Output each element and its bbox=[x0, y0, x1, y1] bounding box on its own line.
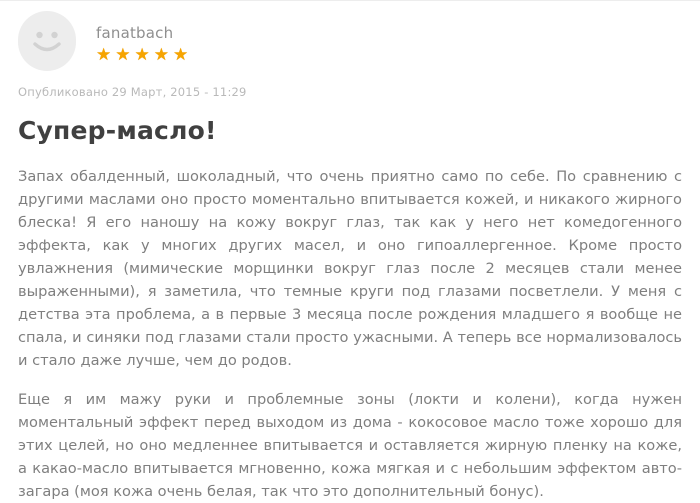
review-paragraph: Еще я им мажу руки и проблемные зоны (локти и колени), когда нужен моментальный эффект перед выходом из дома - кокосовое масло тоже хорошо для этих целей, но оно медленнее впитывается и оставляется жирную пленку на коже, а какао-масло впитывается мгновенно, кожа мягкая и с небольшим эффектом авто-загара (моя кожа очень белая, так что это дополнительный бонус). bbox=[18, 391, 682, 500]
user-avatar[interactable] bbox=[18, 13, 76, 71]
review-title: Супер-масло! bbox=[18, 116, 217, 145]
review-paragraph: Запах обалденный, шоколадный, что очень приятно само по себе. По сравнению с другими маслами оно просто моментально впитывается кожей, и никакого жирного блеска! Я его наношу на кожу вокруг глаз, так как у него нет комедогенного эффекта, как у многих других масел, и оно гипоаллергенное. Кроме просто увлажнения (мимические морщинки вокруг глаз после 2 месяцев стали менее выраженными), я заметила, что темные круги под глазами посветлели. У меня с детства эта проблема, а в первые 3 месяца после рождения младшего я вообще не спала, и синяки под глазами стали просто ужасными. А теперь все нормализовалось и стало даже лучше, чем до родов. bbox=[18, 168, 682, 369]
rating-stars-icon: ★★★★★ bbox=[96, 45, 193, 65]
smiley-face-icon bbox=[18, 11, 76, 73]
review-header bbox=[18, 13, 682, 71]
header-meta bbox=[96, 13, 192, 65]
publish-date: Опубликовано 29 Март, 2015 - 11:29 bbox=[18, 85, 247, 99]
review-body bbox=[18, 165, 682, 503]
username[interactable]: fanatbach bbox=[96, 24, 174, 42]
